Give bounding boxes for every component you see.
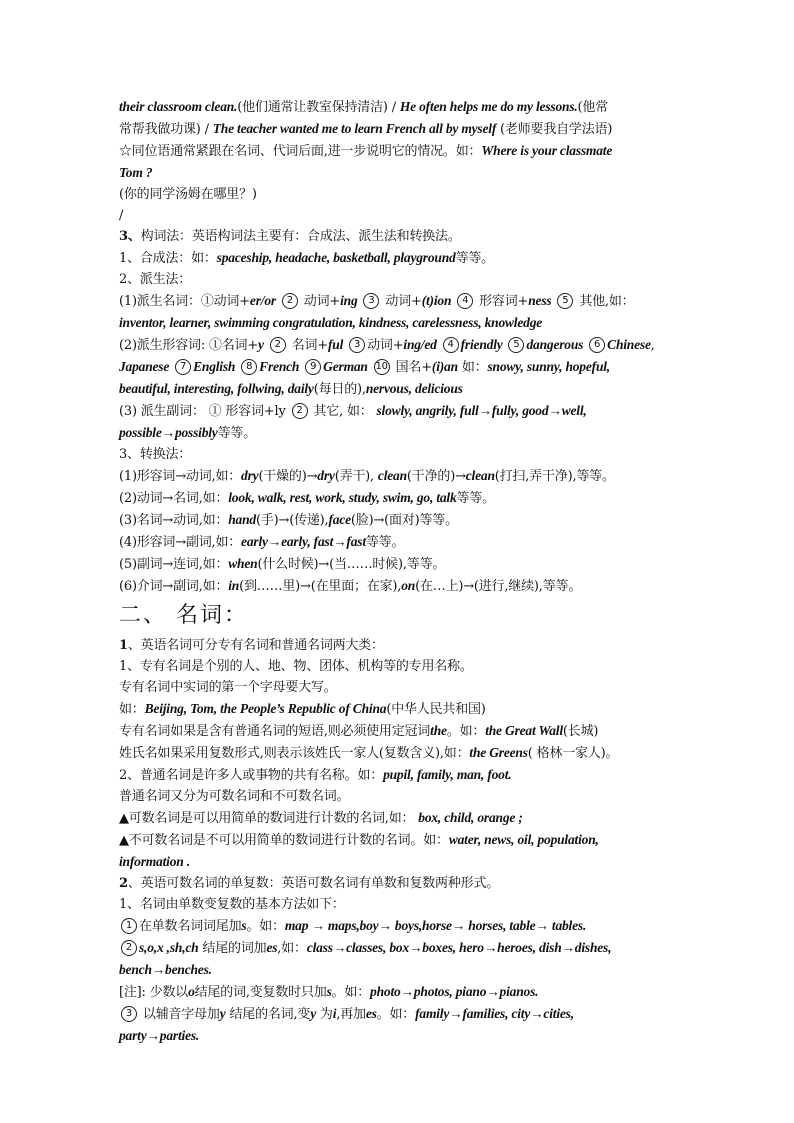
body-text: 动词+ [381,294,422,309]
example-text: photo→photos, piano→pianos. [370,984,539,999]
circled-number: 7 [175,359,191,375]
text-line [119,509,679,531]
body-text: 如： [119,702,145,717]
body-text: 等等。 [455,251,494,266]
example-text: hand [228,512,256,527]
body-text [503,338,507,353]
body-text: (手)→(传递), [255,513,329,528]
text-line [119,247,679,269]
body-text: (弄干), [334,469,378,484]
circled-number: 2 [121,940,137,956]
text-line [119,1003,679,1025]
example-text: bench→benches. [119,962,212,977]
body-text: 2、普通名词是许多人或事物的共有名称。如： [119,768,384,783]
document-page [119,96,679,1047]
example-text: snowy, sunny, hopeful, [487,359,610,374]
circled-number: 1 [121,918,137,934]
example-text: on [401,578,416,593]
example-text: Where is your classmate [481,143,613,158]
body-text: 普通名词又分为可数名词和不可数名词。 [119,789,350,804]
text-line [119,829,679,851]
circled-number: 6 [589,337,605,353]
body-text: 结尾的名词,变 [225,1007,311,1022]
text-line [119,226,679,247]
circled-number: 4 [443,337,459,353]
body-text [551,294,555,309]
body-text: (2)动词→名词,如： [119,491,229,506]
example-text: Japanese [119,359,170,374]
body-text: 1 [119,638,128,653]
body-text: (6)介词→副词,如： [119,579,229,594]
text-line [119,698,679,720]
example-text: look, walk, rest, work, study, swim, go, talk [228,490,457,505]
body-text: ,再加 [336,1007,366,1022]
body-text: (他们通常让教室保持清洁) / [237,100,400,115]
example-text: their classroom clean. [119,99,238,114]
body-text: 1、合成法：如： [119,251,217,266]
body-text: (每日的), [313,382,366,397]
example-text: spaceship, headache, basketball, playground [216,250,456,265]
text-line [119,290,679,312]
body-text: 二、 名词： [119,603,248,628]
example-text: clean [465,468,495,483]
body-text: (你的同学汤姆在哪里？) [119,187,257,202]
example-text: the [430,723,447,738]
body-text: 等等。 [217,426,257,441]
text-line [119,140,679,162]
example-text: y [219,1006,226,1021]
example-text: water, news, oil, population, [448,832,599,847]
body-text: 动词+ [367,338,404,353]
text-line [119,915,679,937]
circled-number: 2 [292,403,308,419]
example-text: English [193,359,236,374]
example-text: in [228,578,240,593]
body-text: / [119,208,124,223]
text-line [119,656,679,677]
text-line [119,162,679,184]
text-line [119,118,679,140]
text-line [119,981,679,1003]
body-text: 、英语名词可分专有名词和普通名词两大类： [127,638,384,653]
body-text: ☆同位语通常紧跟在名词、代词后面,进一步说明它的情况。如： [119,144,482,159]
body-text: 、英语可数名词的单复数：英语可数名词有单数和复数两种形式。 [127,876,500,891]
circled-number: 9 [305,359,321,375]
text-line [119,959,679,981]
body-text: 结尾的词,变复数时只加 [194,985,327,1000]
example-text: s,o,x ,sh,ch [139,940,199,955]
text-line [119,1025,679,1047]
example-text: (i)an [431,359,458,374]
body-text [583,338,587,353]
body-text: (3) 派生副词： ① 形容词+ly [119,404,290,419]
example-text: The teacher wanted me to learn French all by myself [212,121,497,136]
text-line [119,635,679,656]
text-line [119,400,679,422]
body-text: 国名+ [391,360,432,375]
body-text: 。如： [376,1007,416,1022]
text-line [119,487,679,509]
text-line [119,786,679,807]
text-line [119,720,679,742]
circled-number: 10 [374,359,390,375]
body-text [299,360,303,375]
body-text: 动词+ [299,294,341,309]
body-text: (老师要我自学法语) [496,122,613,137]
body-text: (干燥的)→ [258,469,318,484]
example-text: inventor, learner, swimming congratulation, kindness, carelessness, knowledge [119,315,543,330]
body-text: ,如： [277,941,307,956]
body-text: 其它, 如： [309,404,377,419]
body-text [276,294,280,309]
text-line [119,269,679,290]
body-text: ▲可数名词是可以用简单的数词进行计数的名词,如： [119,811,419,826]
example-text: box, child, orange ; [418,810,523,825]
example-text: face [328,512,351,527]
body-text: (1)形容词→动词,如： [119,469,242,484]
example-text: i [332,1006,337,1021]
circled-number: 3 [363,293,379,309]
body-text [169,360,173,375]
body-text: 1、专有名词是个别的人、地、物、团体、机构等的专用名称。 [119,659,473,674]
body-text: 姓氏名如果采用复数形式,则表示该姓氏一家人(复数含义),如： [119,746,470,761]
circled-number: 3 [121,1006,137,1022]
example-text: German [323,359,368,374]
text-line [119,742,679,764]
body-text: (4)形容词→副词,如： [119,535,242,550]
text-line [119,356,679,378]
example-text: possible→possibly [119,425,218,440]
body-text: (打扫,弄干净),等等。 [494,469,615,484]
example-text: s [326,984,332,999]
body-text: (干净的)→ [406,469,466,484]
body-text: 在单数名词词尾加 [139,919,242,934]
example-text: pupil, family, man, foot. [383,767,512,782]
body-text: (他常 [577,100,609,115]
section-heading [119,599,679,633]
example-text: y [258,337,264,352]
body-text: (5)副词→连词,如： [119,557,229,572]
body-text: (到……里)→(在里面；在家), [239,579,402,594]
text-line [119,378,679,400]
example-text: y [310,1006,316,1021]
text-line [119,531,679,553]
body-text: 其他,如： [575,294,635,309]
circled-number: 2 [270,337,286,353]
circled-number: 3 [349,337,365,353]
body-text: 2 [119,876,128,891]
body-text: 3、 [119,229,141,244]
text-line [119,553,679,575]
example-text: ing [340,293,358,308]
example-text: slowly, angrily, full→fully, good→well, [376,403,587,418]
text-line [119,96,679,118]
body-text: 名词+ [287,338,328,353]
body-text: 结尾的词加 [198,941,267,956]
example-text: class→classes, box→boxes, hero→heroes, dish→dishes, [306,940,612,955]
body-text [451,294,455,309]
text-line [119,422,679,444]
example-text: clean [377,468,407,483]
example-text: Tom ? [119,165,153,180]
body-text: (在…上)→(进行,继续),等等。 [415,579,582,594]
example-text: dangerous [526,337,584,352]
body-text: ▲不可数名词是不可以用简单的数词进行计数的名词。如： [119,833,449,848]
body-text: 。如： [331,985,371,1000]
example-text: dry [241,468,259,483]
circled-number: 5 [508,337,524,353]
circled-number: 5 [557,293,573,309]
circled-number: 4 [457,293,473,309]
example-text: ful [328,337,344,352]
example-text: information . [119,854,190,869]
example-text: He often helps me do my lessons. [399,99,578,114]
body-text: (2)派生形容词: ①名词+ [119,338,259,353]
example-text: Beijing, Tom, the People’s Republic of China [144,701,387,716]
body-text: 等等。 [456,491,495,506]
body-text: (1)派生名词：①动词+ [119,294,250,309]
text-line [119,764,679,786]
body-text: (长城) [562,724,599,739]
body-text: 1、名词由单数变复数的基本方法如下： [119,897,345,912]
body-text: 专有名词中实词的第一个字母要大写。 [119,680,337,695]
example-text: nervous, delicious [365,381,463,396]
body-text: 以辅音字母加 [139,1007,220,1022]
circled-number: 8 [241,359,257,375]
text-line [119,334,679,356]
body-text: [注]: 少数以 [119,985,189,1000]
example-text: es [266,940,278,955]
example-text: es [365,1006,377,1021]
example-text: dry [317,468,335,483]
example-text: Chinese [607,337,651,352]
example-text: er/or [249,293,276,308]
example-text: (t)ion [421,293,452,308]
body-text: 形容词+ [475,294,529,309]
text-line [119,807,679,829]
text-line [119,184,679,205]
body-text: 构词法：英语构词法主要有：合成法、派生法和转换法。 [140,229,461,244]
text-line [119,937,679,959]
body-text: 常帮我做功课) / [119,122,213,137]
example-text: s [241,918,247,933]
body-text: 。如： [446,724,486,739]
example-text: o [188,984,195,999]
body-text: (3)名词→动词,如： [119,513,229,528]
text-line [119,894,679,915]
example-text: early→early, fast→fast [241,534,366,549]
body-text: 。如： [246,919,285,934]
text-line [119,851,679,873]
body-text: 专有名词如果是含有普通名词的短语,则必须使用定冠词 [119,724,431,739]
example-text: friendly [460,337,503,352]
text-line [119,465,679,487]
body-text [235,360,239,375]
body-text [264,338,268,353]
text-line [119,444,679,465]
text-line [119,205,679,226]
example-text: party→parties. [119,1028,200,1043]
body-text [358,294,362,309]
text-line [119,312,679,334]
body-text: , [650,338,655,353]
circled-number: 2 [282,293,298,309]
example-text: beautiful, interesting, follwing, daily [119,381,314,396]
body-text: 为 [316,1007,333,1022]
text-line [119,575,679,597]
body-text: 如： [457,360,488,375]
example-text: family→families, city→cities, [415,1006,574,1021]
body-text: 2、派生法： [119,272,192,287]
body-text: (中华人民共和国) [386,702,486,717]
body-text: 3、转换法： [119,447,192,462]
example-text: when [228,556,258,571]
body-text [343,338,347,353]
example-text: the Greens [469,745,528,760]
body-text [437,338,441,353]
example-text: French [259,359,300,374]
text-line [119,677,679,698]
body-text: 等等。 [365,535,405,550]
example-text: ing/ed [403,337,437,352]
example-text: ness [528,293,552,308]
text-line [119,873,679,894]
body-text [368,360,372,375]
body-text: ( 格林一家人)。 [527,746,619,761]
example-text: the Great Wall [485,723,563,738]
body-text: (什么时候)→(当……时候),等等。 [257,557,446,572]
body-text: (脸)→(面对)等等。 [350,513,458,528]
example-text: map → maps,boy→ boys,horse→ horses, table→ tables. [284,918,587,933]
